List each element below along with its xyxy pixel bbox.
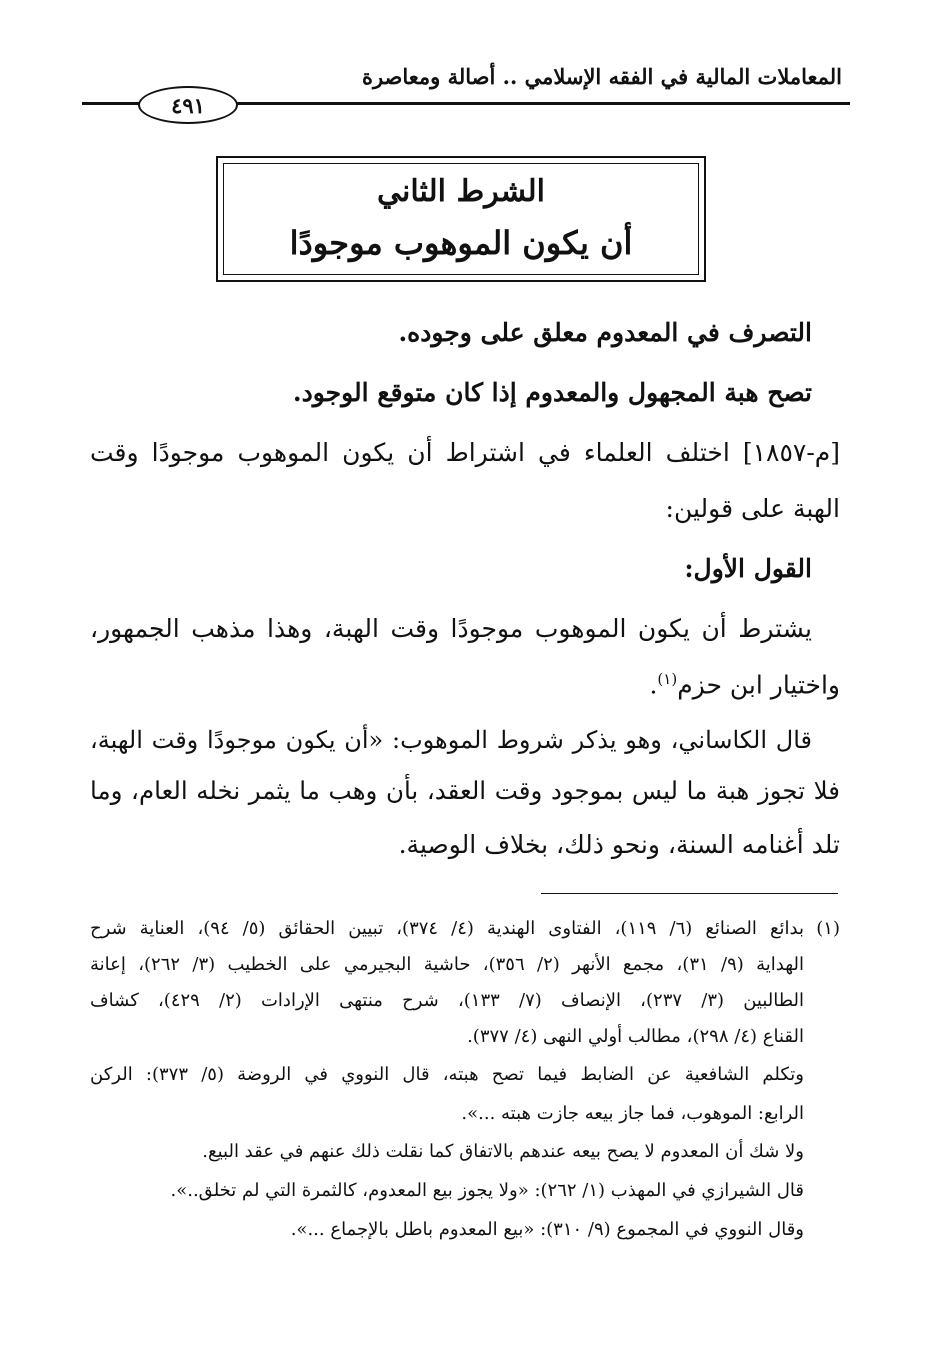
- footnote-line-6: الرابع: الموهوب، فما جاز بيعه جازت هبته ...».: [461, 1103, 804, 1124]
- paragraph-3-line-3: تلد أغنامه السنة، ونحو ذلك، بخلاف الوصية.: [398, 830, 840, 859]
- footnote-line-4: القناع (٤/ ٢٩٨)، مطالب أولي النهى (٤/ ٣٧٧).: [467, 1026, 804, 1047]
- rule-statement-2: تصح هبة المجهول والمعدوم إذا كان متوقع الوجود.: [292, 378, 812, 407]
- page-number: ٤٩١: [138, 86, 238, 124]
- paragraph-3-line-1: قال الكاساني، وهو يذكر شروط الموهوب: «أن يكون موجودًا وقت الهبة،: [90, 726, 812, 754]
- footnote-line-9: وقال النووي في المجموع (٩/ ٣١٠): «بيع المعدوم باطل بالإجماع ...».: [290, 1219, 804, 1240]
- footnote-line-1: بدائع الصنائع (٦/ ١١٩)، الفتاوى الهندية (٤/ ٣٧٤)، تبيين الحقائق (٥/ ٩٤)، العناية شرح: [90, 918, 805, 939]
- paragraph-2-text: واختيار ابن حزم: [677, 670, 840, 700]
- footnote-line-2: الهداية (٩/ ٣١)، مجمع الأنهر (٢/ ٣٥٦)، حاشية البجيرمي على الخطيب (٣/ ٢٦٢)، إعانة: [90, 954, 804, 975]
- paragraph-1-line-2: الهبة على قولين:: [665, 494, 840, 523]
- footnote-number-1: (١): [816, 918, 840, 939]
- paragraph-1-line-1: [م-١٨٥٧] اختلف العلماء في اشتراط أن يكون الموهوب موجودًا وقت: [90, 438, 840, 467]
- paragraph-2-end: .: [649, 670, 658, 700]
- rule-statement-1: التصرف في المعدوم معلق على وجوده.: [398, 318, 812, 347]
- footnote-line-3: الطالبين (٣/ ٢٣٧)، الإنصاف (٧/ ١٣٣)، شرح منتهى الإرادات (٢/ ٤٢٩)، كشاف: [90, 990, 804, 1011]
- footnote-reference-1[interactable]: (١): [657, 670, 678, 688]
- paragraph-2-line-2: [90, 670, 840, 699]
- section-subtitle: أن يكون الموهوب موجودًا: [289, 224, 633, 262]
- footnote-line-5: وتكلم الشافعية عن الضابط فيما تصح هبته، قال النووي في الروضة (٥/ ٣٧٣): الركن: [90, 1064, 804, 1085]
- section-title: الشرط الثاني: [376, 174, 545, 209]
- footnote-line-7: ولا شك أن المعدوم لا يصح بيعه عندهم بالاتفاق كما نقلت ذلك عنهم في عقد البيع.: [202, 1141, 804, 1162]
- footnote-separator: [541, 893, 838, 894]
- section-title-box: [216, 156, 706, 282]
- paragraph-3-line-2: فلا تجوز هبة ما ليس بموجود وقت العقد، بأن وهب ما يثمر نخله العام، وما: [90, 776, 840, 805]
- running-header: المعاملات المالية في الفقه الإسلامي .. أصالة ومعاصرة: [361, 64, 842, 89]
- footnote-line-8: قال الشيرازي في المهذب (١/ ٢٦٢): «ولا يجوز بيع المعدوم، كالثمرة التي لم تخلق..».: [170, 1180, 804, 1201]
- paragraph-2-line-1: يشترط أن يكون الموهوب موجودًا وقت الهبة، وهذا مذهب الجمهور،: [90, 614, 812, 643]
- first-opinion-heading: القول الأول:: [684, 554, 812, 583]
